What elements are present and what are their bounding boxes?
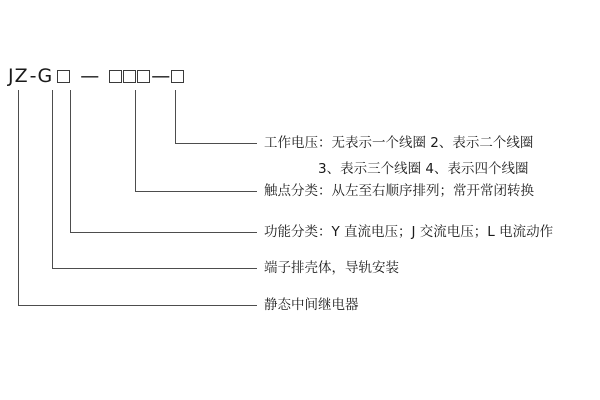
code-dash-3: — <box>151 64 171 87</box>
code-dash-1: - <box>29 64 37 87</box>
code-letter-g: G <box>37 64 54 87</box>
label-product-name: 静态中间继电器 <box>264 297 359 313</box>
code-box-voltage <box>171 70 184 83</box>
label-terminal-housing: 端子排壳体，导轨安装 <box>264 260 399 276</box>
leader-vline-contacts <box>135 90 136 191</box>
leader-hline-function <box>70 232 257 233</box>
label-contact-classification: 触点分类：从左至右顺序排列；常开常闭转换 <box>264 183 534 199</box>
leader-hline-contacts <box>135 191 257 192</box>
code-dash-2: — <box>80 64 100 87</box>
leader-hline-product <box>18 305 257 306</box>
label-working-voltage-line1: 工作电压：无表示一个线圈 2、表示二个线圈 <box>264 135 534 151</box>
leader-vline-product <box>18 90 19 305</box>
leader-vline-voltage <box>175 90 176 143</box>
code-prefix: JZ <box>8 64 29 87</box>
code-box-contact-3 <box>137 70 150 83</box>
label-working-voltage-line2: 3、表示三个线圈 4、表示四个线圈 <box>318 161 529 177</box>
model-code-row <box>8 62 184 90</box>
label-function-classification: 功能分类：Y 直流电压；J 交流电压；L 电流动作 <box>264 224 554 240</box>
code-box-function <box>57 70 70 83</box>
leader-hline-voltage <box>175 143 257 144</box>
leader-vline-function <box>70 90 71 232</box>
leader-vline-housing <box>52 90 53 268</box>
code-box-contact-1 <box>109 70 122 83</box>
code-box-group-contacts <box>109 70 150 83</box>
code-box-contact-2 <box>123 70 136 83</box>
leader-hline-housing <box>52 268 257 269</box>
